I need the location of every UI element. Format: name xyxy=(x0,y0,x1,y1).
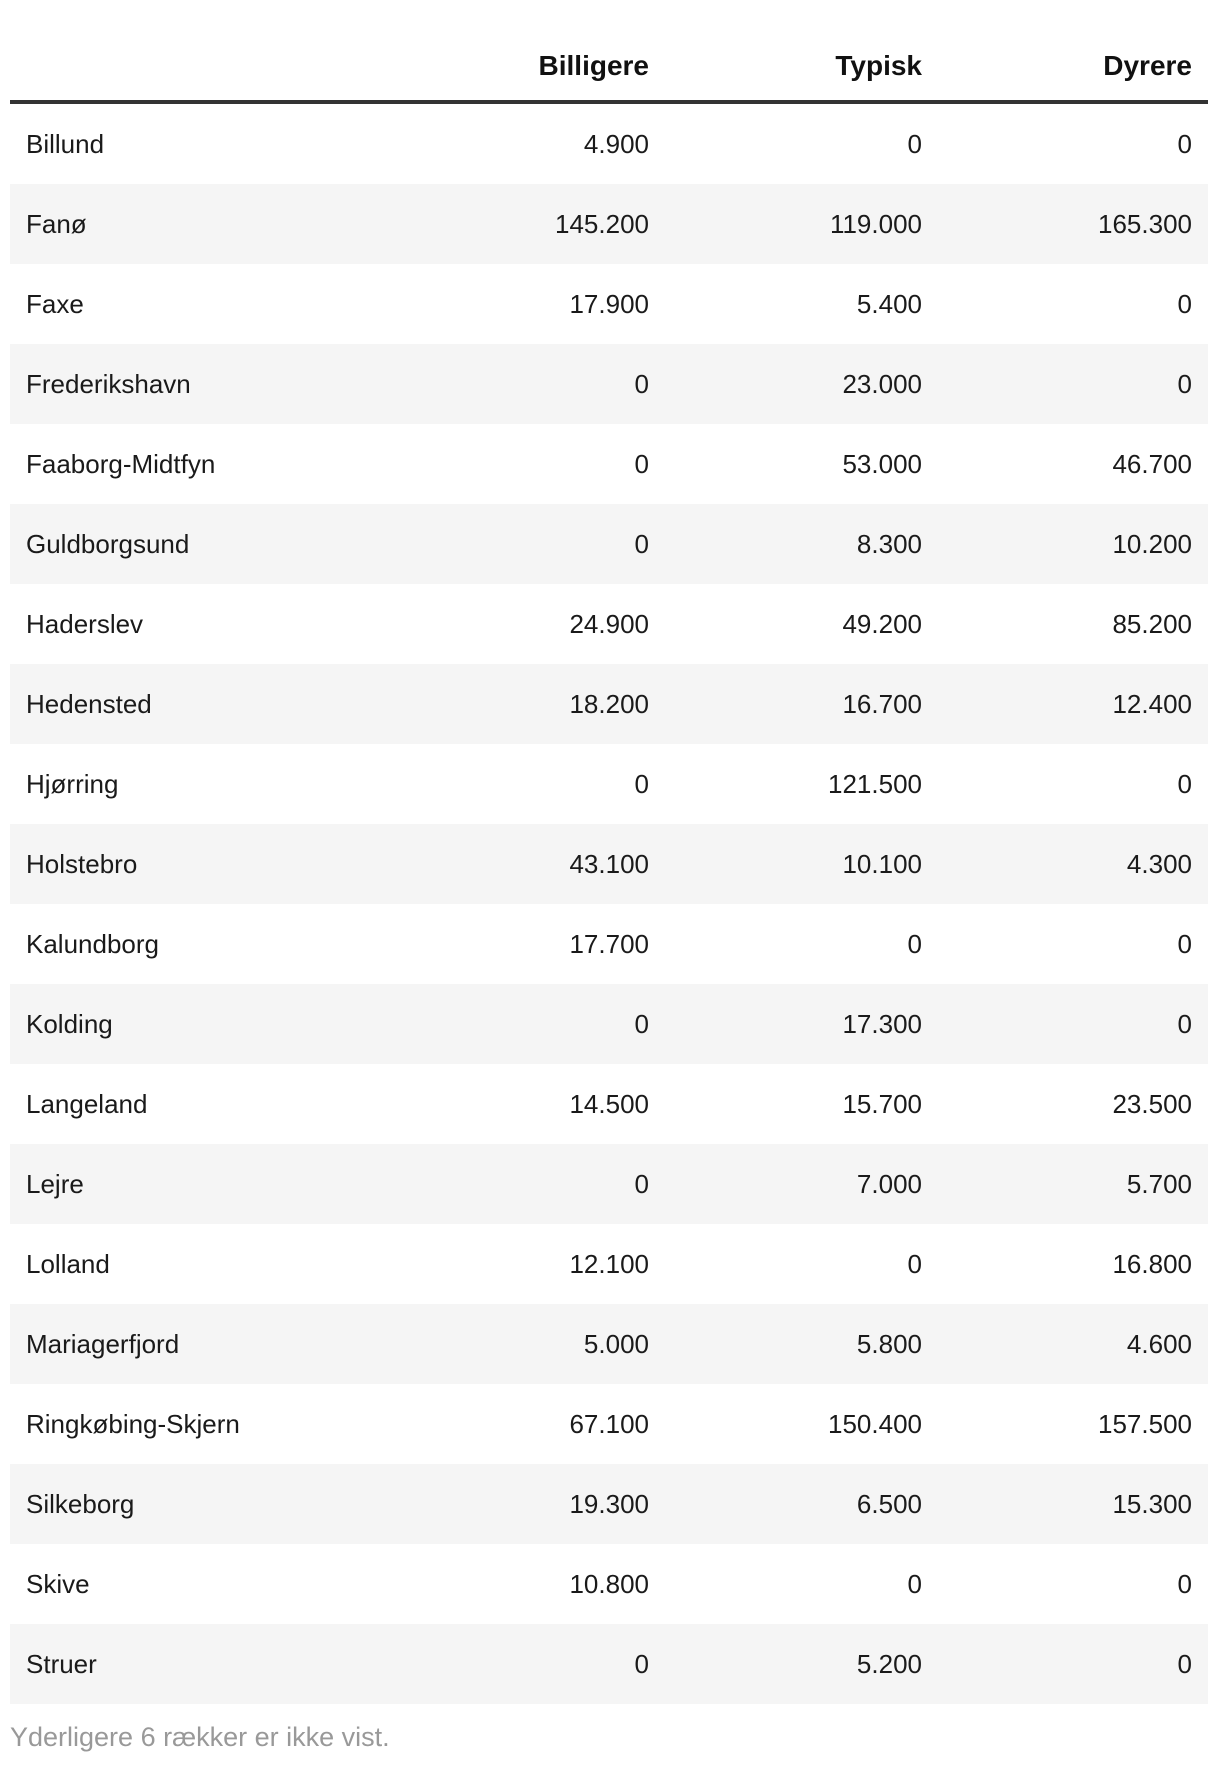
typisk-value: 0 xyxy=(907,928,922,959)
typisk-value: 5.200 xyxy=(856,1648,922,1679)
table-body xyxy=(10,102,1208,1704)
municipality-name: Guldborgsund xyxy=(26,528,190,559)
typisk-value: 121.500 xyxy=(828,768,922,799)
billigere-value: 14.500 xyxy=(569,1088,649,1119)
typisk-value: 16.700 xyxy=(842,688,922,719)
dyrere-value: 5.700 xyxy=(1126,1168,1192,1199)
billigere-value: 19.300 xyxy=(569,1488,649,1519)
municipality-name: Skive xyxy=(26,1568,90,1599)
dyrere-value: 0 xyxy=(1177,768,1192,799)
typisk-value: 7.000 xyxy=(856,1168,922,1199)
typisk-value: 119.000 xyxy=(829,208,922,239)
typisk-value: 53.000 xyxy=(842,448,922,479)
rows-hidden-note: Yderligere 6 rækker er ikke vist. xyxy=(10,1722,390,1753)
table-row xyxy=(10,984,1208,1064)
table-row xyxy=(10,424,1208,504)
table-row xyxy=(10,584,1208,664)
header-row xyxy=(10,20,1208,102)
billigere-value: 145.200 xyxy=(555,208,649,239)
typisk-value: 5.400 xyxy=(856,288,922,319)
table-row xyxy=(10,824,1208,904)
billigere-value: 0 xyxy=(634,368,649,399)
table-row xyxy=(10,1544,1208,1624)
table-row xyxy=(10,344,1208,424)
dyrere-value: 16.800 xyxy=(1112,1248,1192,1279)
billigere-value: 0 xyxy=(634,528,649,559)
table-row xyxy=(10,904,1208,984)
dyrere-value: 46.700 xyxy=(1112,448,1192,479)
billigere-value: 4.900 xyxy=(583,128,649,159)
billigere-value: 0 xyxy=(634,1008,649,1039)
dyrere-value: 85.200 xyxy=(1112,608,1192,639)
municipality-name: Struer xyxy=(26,1648,97,1679)
typisk-value: 10.100 xyxy=(842,848,922,879)
typisk-value: 150.400 xyxy=(828,1408,922,1439)
column-header-dyrere: Dyrere xyxy=(938,20,1208,102)
dyrere-value: 157.500 xyxy=(1098,1408,1192,1439)
dyrere-value: 165.300 xyxy=(1098,208,1192,239)
billigere-value: 0 xyxy=(634,768,649,799)
typisk-value: 0 xyxy=(907,128,922,159)
table-row xyxy=(10,504,1208,584)
municipality-price-table xyxy=(10,20,1208,1704)
billigere-value: 24.900 xyxy=(569,608,649,639)
table-row xyxy=(10,264,1208,344)
typisk-value: 5.800 xyxy=(856,1328,922,1359)
typisk-value: 0 xyxy=(907,1248,922,1279)
typisk-value: 17.300 xyxy=(842,1008,922,1039)
billigere-value: 0 xyxy=(634,1648,649,1679)
typisk-value: 6.500 xyxy=(856,1488,922,1519)
billigere-value: 0 xyxy=(634,448,649,479)
dyrere-value: 0 xyxy=(1177,288,1192,319)
dyrere-value: 15.300 xyxy=(1112,1488,1192,1519)
municipality-name: Frederikshavn xyxy=(26,368,191,399)
table-row xyxy=(10,1304,1208,1384)
municipality-name: Billund xyxy=(26,128,105,159)
billigere-value: 17.900 xyxy=(569,288,649,319)
municipality-name: Lejre xyxy=(26,1168,84,1199)
municipality-name: Kolding xyxy=(26,1008,113,1039)
billigere-value: 10.800 xyxy=(569,1568,649,1599)
billigere-value: 67.100 xyxy=(569,1408,649,1439)
column-header-municipality xyxy=(10,20,392,102)
dyrere-value: 10.200 xyxy=(1112,528,1192,559)
column-header-typisk: Typisk xyxy=(665,20,938,102)
municipality-name: Fanø xyxy=(26,208,87,239)
municipality-name: Hjørring xyxy=(26,768,119,799)
typisk-value: 0 xyxy=(907,1568,922,1599)
dyrere-value: 4.300 xyxy=(1126,848,1192,879)
municipality-name: Mariagerfjord xyxy=(26,1328,180,1359)
table-row xyxy=(10,1464,1208,1544)
municipality-name: Haderslev xyxy=(26,608,144,639)
municipality-name: Kalundborg xyxy=(26,928,159,959)
billigere-value: 0 xyxy=(634,1168,649,1199)
dyrere-value: 23.500 xyxy=(1112,1088,1192,1119)
dyrere-value: 0 xyxy=(1177,128,1192,159)
municipality-name: Ringkøbing-Skjern xyxy=(26,1408,240,1439)
dyrere-value: 12.400 xyxy=(1112,688,1192,719)
dyrere-value: 0 xyxy=(1177,368,1192,399)
column-header-billigere: Billigere xyxy=(392,20,665,102)
table-row xyxy=(10,1624,1208,1704)
dyrere-value: 0 xyxy=(1177,928,1192,959)
table-row xyxy=(10,1064,1208,1144)
billigere-value: 43.100 xyxy=(569,848,649,879)
municipality-name: Faaborg-Midtfyn xyxy=(26,448,216,479)
billigere-value: 17.700 xyxy=(569,928,649,959)
typisk-value: 15.700 xyxy=(842,1088,922,1119)
billigere-value: 18.200 xyxy=(569,688,649,719)
municipality-name: Silkeborg xyxy=(26,1488,135,1519)
typisk-value: 49.200 xyxy=(842,608,922,639)
municipality-name: Langeland xyxy=(26,1088,148,1119)
municipality-name: Hedensted xyxy=(26,688,152,719)
dyrere-value: 4.600 xyxy=(1126,1328,1192,1359)
table-row xyxy=(10,664,1208,744)
typisk-value: 23.000 xyxy=(842,368,922,399)
table-row xyxy=(10,1384,1208,1464)
billigere-value: 12.100 xyxy=(569,1248,649,1279)
table-row xyxy=(10,744,1208,824)
table-row xyxy=(10,1224,1208,1304)
table-row xyxy=(10,102,1208,184)
table-row xyxy=(10,184,1208,264)
municipality-name: Faxe xyxy=(26,288,84,319)
municipality-name: Lolland xyxy=(26,1248,110,1279)
table-row xyxy=(10,1144,1208,1224)
dyrere-value: 0 xyxy=(1177,1648,1192,1679)
dyrere-value: 0 xyxy=(1177,1568,1192,1599)
billigere-value: 5.000 xyxy=(583,1328,649,1359)
municipality-name: Holstebro xyxy=(26,848,138,879)
typisk-value: 8.300 xyxy=(856,528,922,559)
dyrere-value: 0 xyxy=(1177,1008,1192,1039)
